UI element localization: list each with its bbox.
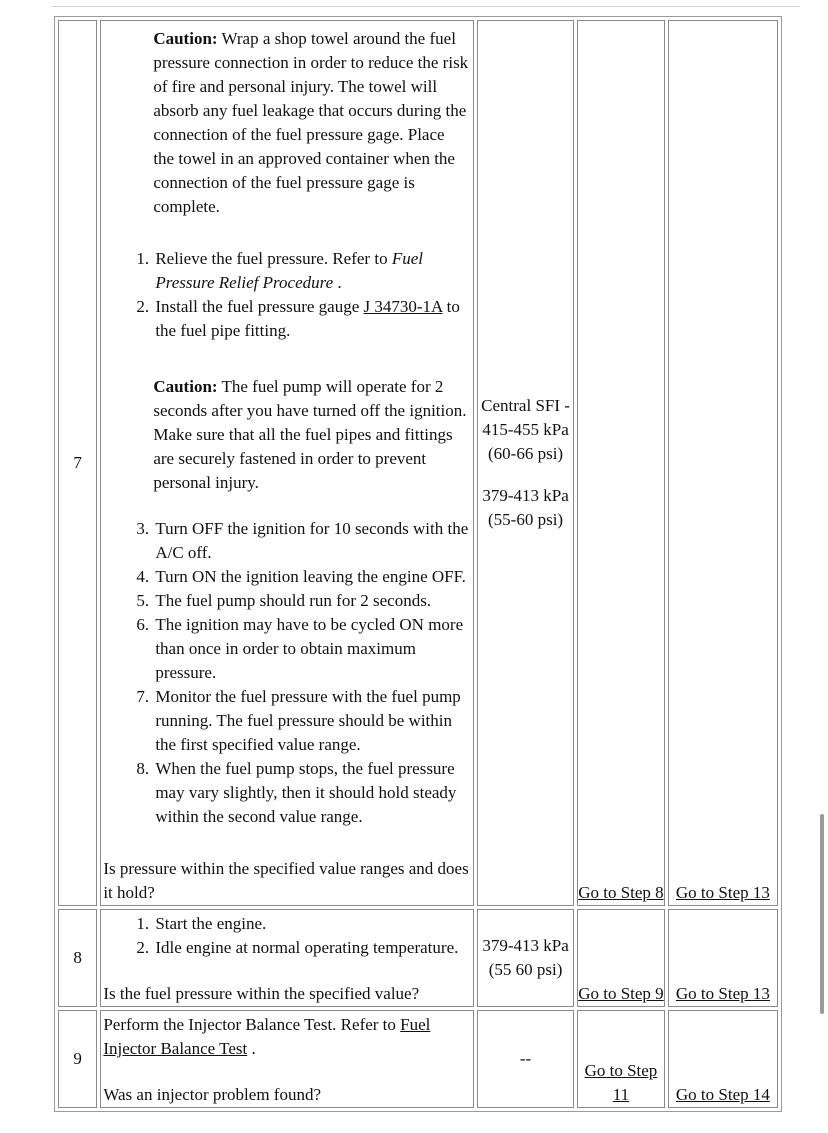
values-cell <box>477 909 574 1007</box>
value-text: (60-66 psi) <box>488 444 564 463</box>
caution-label: Caution: <box>153 377 218 396</box>
yes-cell <box>577 20 665 906</box>
page-top-rule <box>52 6 800 7</box>
caution-text: Wrap a shop towel around the fuel pressure connection in order to reduce the risk of fire and personal injury. The towel will absorb any fuel leakage that occurs during the connection of the fuel pressure gage. Place the towel in an approved container when the connection of the fuel pressure gage is complete. <box>153 29 469 216</box>
caution-note <box>153 27 469 219</box>
procedure-reference: Fuel Pressure Relief Procedure <box>155 249 423 292</box>
procedure-list <box>103 517 469 829</box>
value-text: 379-413 kPa <box>482 936 569 955</box>
question-text: Was an injector problem found? <box>103 1085 321 1104</box>
list-item: 4. Turn ON the ignition leaving the engine OFF. <box>153 565 469 589</box>
list-item: 1. Relieve the fuel pressure. Refer to Fuel Pressure Relief Procedure . <box>153 247 469 295</box>
list-item: 7. Monitor the fuel pressure with the fuel pump running. The fuel pressure should be within the first specified value range. <box>153 685 469 757</box>
value-text: -- <box>519 1049 532 1068</box>
list-item: 3. Turn OFF the ignition for 10 seconds with the A/C off. <box>153 517 469 565</box>
caution-note <box>153 375 469 495</box>
fuel-injector-balance-test-link[interactable]: Fuel Injector Balance Test <box>103 1015 431 1058</box>
value-text: (55 60 psi) <box>488 960 563 979</box>
procedure-list <box>103 247 469 343</box>
list-item: 6. The ignition may have to be cycled ON more than once in order to obtain maximum pressure. <box>153 613 469 685</box>
question-text: Is the fuel pressure within the specified value? <box>103 984 420 1003</box>
value-text: 415-455 kPa <box>482 420 569 439</box>
table-row-step-7 <box>58 20 778 906</box>
list-item: 1. Start the engine. <box>153 912 469 936</box>
go-to-step-13-link[interactable]: Go to Step 13 <box>675 883 770 902</box>
values-cell <box>477 20 574 906</box>
list-item: 2. Idle engine at normal operating temperature. <box>153 936 469 960</box>
caution-text: The fuel pump will operate for 2 seconds after you have turned off the ignition. Make sure that all the fuel pipes and fittings are securely fastened in order to prevent personal injury. <box>153 377 467 492</box>
go-to-step-13-link[interactable]: Go to Step 13 <box>675 984 770 1003</box>
caution-label: Caution: <box>153 29 218 48</box>
procedure-list <box>103 912 469 960</box>
value-text: (55-60 psi) <box>488 510 564 529</box>
step-number: 9 <box>58 1010 97 1108</box>
table-row-step-9 <box>58 1010 778 1108</box>
action-cell <box>100 909 474 1007</box>
tool-link[interactable]: J 34730-1A <box>363 297 443 316</box>
instruction-text: Perform the Injector Balance Test. Refer to Fuel Injector Balance Test . <box>103 1015 431 1058</box>
action-cell <box>100 1010 474 1108</box>
value-label: Central SFI - <box>481 396 570 415</box>
no-cell <box>668 1010 778 1108</box>
value-text: 379-413 kPa <box>482 486 569 505</box>
scrollbar[interactable] <box>820 814 824 1014</box>
step-number: 8 <box>58 909 97 1007</box>
table-row-step-8 <box>58 909 778 1007</box>
no-cell <box>668 909 778 1007</box>
question-text: Is pressure within the specified value ranges and does it hold? <box>103 859 469 902</box>
go-to-step-11-link[interactable]: Go to Step 11 <box>584 1061 658 1104</box>
yes-cell <box>577 909 665 1007</box>
values-cell <box>477 1010 574 1108</box>
yes-cell <box>577 1010 665 1108</box>
action-cell <box>100 20 474 906</box>
list-item: 5. The fuel pump should run for 2 seconds. <box>153 589 469 613</box>
no-cell <box>668 20 778 906</box>
list-item: 8. When the fuel pump stops, the fuel pressure may vary slightly, then it should hold steady within the second value range. <box>153 757 469 829</box>
step-number: 7 <box>58 20 97 906</box>
go-to-step-9-link[interactable]: Go to Step 9 <box>578 984 664 1003</box>
go-to-step-14-link[interactable]: Go to Step 14 <box>675 1085 770 1104</box>
list-item: 2. Install the fuel pressure gauge J 34730-1A to the fuel pipe fitting. <box>153 295 469 343</box>
diagnostic-table <box>54 16 782 1112</box>
go-to-step-8-link[interactable]: Go to Step 8 <box>578 883 664 902</box>
